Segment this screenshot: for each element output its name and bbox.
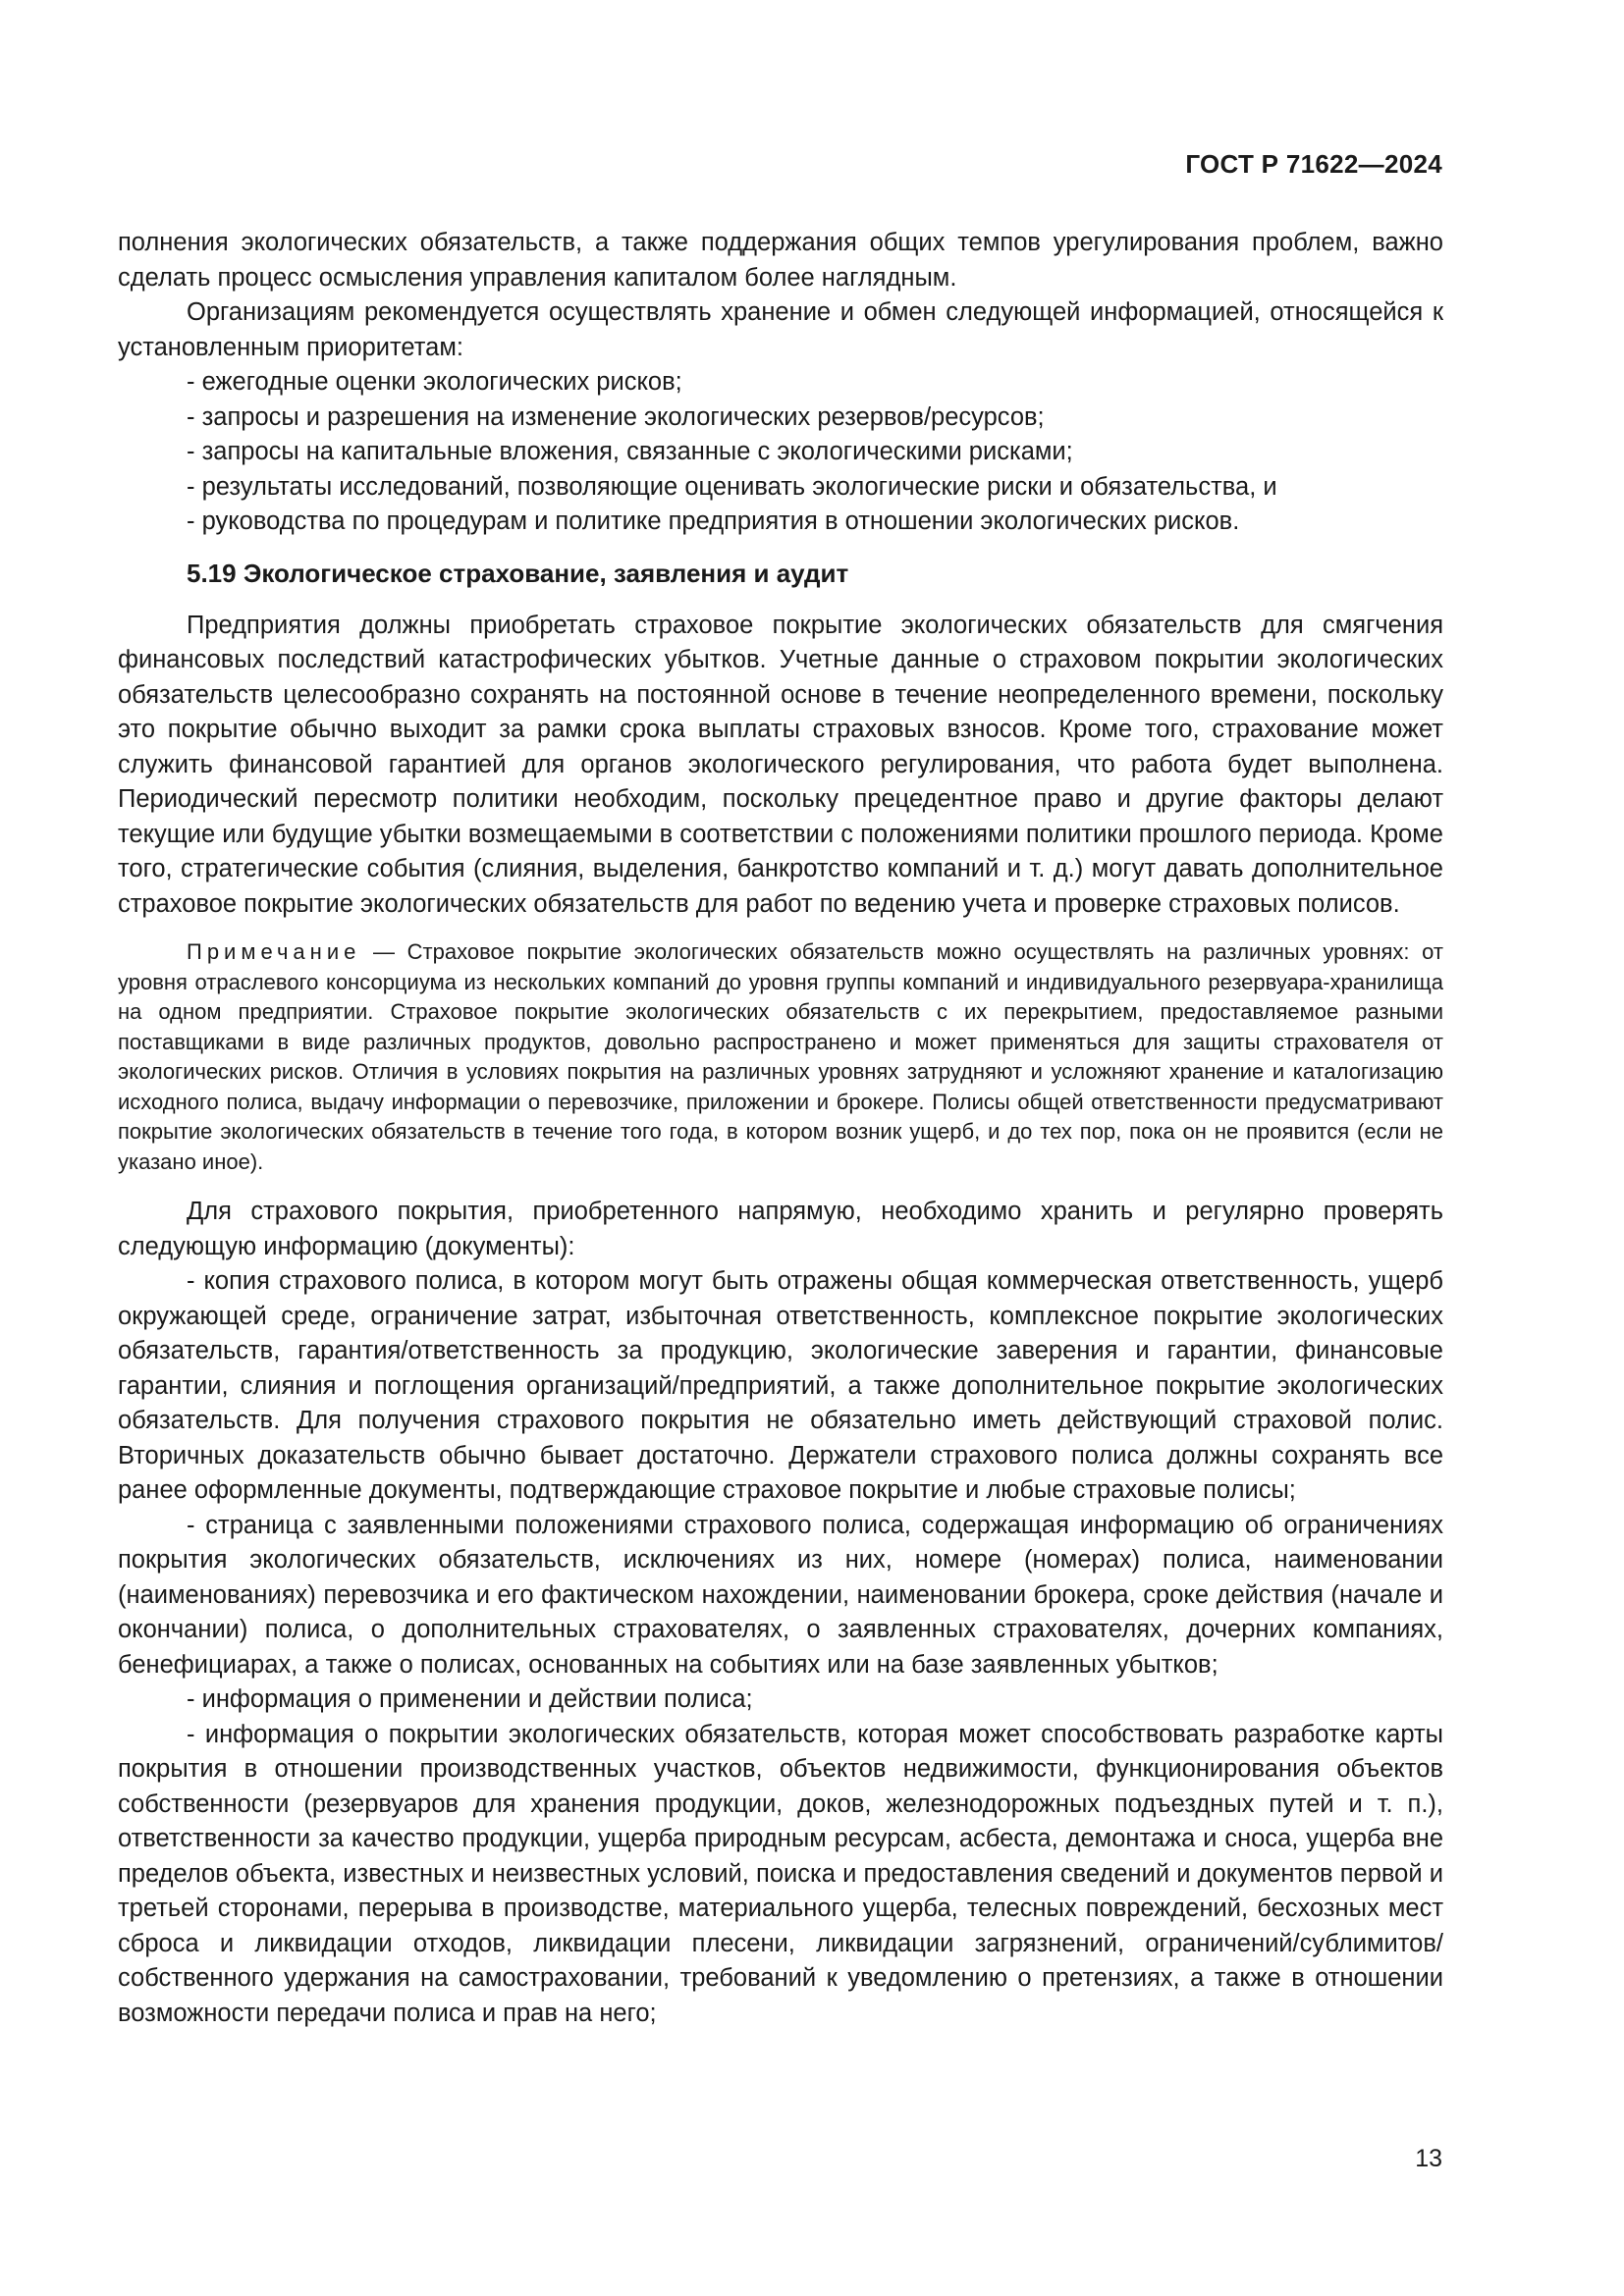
intro-paragraph: полнения экологических обязательств, а также поддержания общих темпов урегулирования проблем, важно сделать процесс осмысления управления капиталом более наглядным. <box>118 229 1443 292</box>
coverage-item: - страница с заявленными положениями страхового полиса, содержащая информацию об ограничениях покрытия экологических обязательств, исключениях из них, номере (номерах) полиса, наименовании (наименованиях) перевозчика и его фактическом нахождении, наименовании брокера, сроке действия (начале и окончании) полиса, о дополнительных страхователях, о заявленных страхователях, дочерних компаниях, бенефициарах, а также о полисах, основанных на событиях или на базе заявленных убытков; <box>118 1511 1443 1679</box>
priorities-list <box>118 365 1443 540</box>
note-block <box>118 937 1443 1177</box>
priorities-paragraph: Организациям рекомендуется осуществлять хранение и обмен следующей информацией, относящейся к установленным приоритетам: <box>118 298 1443 361</box>
note-text: — Страховое покрытие экологических обязательств можно осуществлять на различных уровнях: от уровня отраслевого консорциума из нескольких компаний до уровня группы компаний и индивидуального резервуара-хранилища на одном предприятии. Страховое покрытие экологических обязательств с их перекрытием, предоставляемое разными поставщиками в виде различных продуктов, довольно распространено и может применяться для защиты страхователя от экологических рисков. Отличия в условиях покрытия на различных уровнях затрудняют и усложняют хранение и каталогизацию исходного полиса, выдачу информации о перевозчике, приложении и брокере. Полисы общей ответственности предусматривают покрытие экологических обязательств в течение того года, в котором возник ущерб, и до тех пор, пока он не проявится (если не указано иное). <box>118 939 1443 1174</box>
note-label: Примечание <box>187 939 361 964</box>
list-item: - ежегодные оценки экологических рисков; <box>187 368 682 396</box>
list-item: - руководства по процедурам и политике предприятия в отношении экологических рисков. <box>187 507 1240 535</box>
coverage-item: - копия страхового полиса, в котором могут быть отражены общая коммерческая ответственность, ущерб окружающей среде, ограничение затрат, избыточная ответственность, комплексное покрытие экологических обязательств, гарантия/ответственность за продукцию, экологические заверения и гарантии, финансовые гарантии, слияния и поглощения организаций/предприятий, а также дополнительное покрытие экологических обязательств. Для получения страхового покрытия не обязательно иметь действующий страховой полис. Вторичных доказательств обычно бывает достаточно. Держатели страхового полиса должны сохранять все ранее оформленные документы, подтверждающие страховое покрытие и любые страховые полисы; <box>118 1267 1443 1504</box>
page-content <box>118 226 1443 2031</box>
coverage-item: - информация о покрытии экологических обязательств, которая может способствовать разработке карты покрытия в отношении производственных участков, объектов недвижимости, функционирования объектов собственности (резервуаров для хранения продукции, доков, железнодорожных подъездных путей и т. п.), ответственности за качество продукции, ущерба природным ресурсам, асбеста, демонтажа и сноса, ущерба вне пределов объекта, известных и неизвестных условий, поиска и предоставления сведений и документов первой и третьей сторонами, перерыва в производстве, материального ущерба, телесных повреждений, бесхозных мест сброса и ликвидации отходов, ликвидации плесени, ликвидации загрязнений, ограничений/сублимитов/собственного удержания на самостраховании, требований к уведомлению о претензиях, а также в отношении возможности передачи полиса и прав на него; <box>118 1720 1443 2027</box>
list-item: - запросы на капитальные вложения, связанные с экологическими рисками; <box>187 438 1073 465</box>
section-title: 5.19 Экологическое страхование, заявления и аудит <box>187 558 849 588</box>
coverage-item: - информация о применении и действии полиса; <box>187 1685 753 1713</box>
page-number: 13 <box>1415 2145 1442 2172</box>
document-code-header: ГОСТ Р 71622—2024 <box>1185 149 1442 179</box>
coverage-paragraph: Для страхового покрытия, приобретенного напрямую, необходимо хранить и регулярно проверять следующую информацию (документы): <box>118 1198 1443 1260</box>
list-item: - запросы и разрешения на изменение экологических резервов/ресурсов; <box>187 402 1045 431</box>
list-item: - результаты исследований, позволяющие оценивать экологические риски и обязательства, и <box>187 472 1277 501</box>
section-paragraph: Предприятия должны приобретать страховое покрытие экологических обязательств для смягчения финансовых последствий катастрофических убытков. Учетные данные о страховом покрытии экологических обязательств целесообразно сохранять на постоянной основе в течение неопределенного времени, поскольку это покрытие обычно выходит за рамки срока выплаты страховых взносов. Кроме того, страхование может служить финансовой гарантией для органов экологического регулирования, что работа будет выполнена. Периодический пересмотр политики необходим, поскольку прецедентное право и другие факторы делают текущие или будущие убытки возмещаемыми в соответствии с положениями политики прошлого периода. Кроме того, стратегические события (слияния, выделения, банкротство компаний и т. д.) могут давать дополнительное страховое покрытие экологических обязательств для работ по ведению учета и проверке страховых полисов. <box>118 611 1443 918</box>
